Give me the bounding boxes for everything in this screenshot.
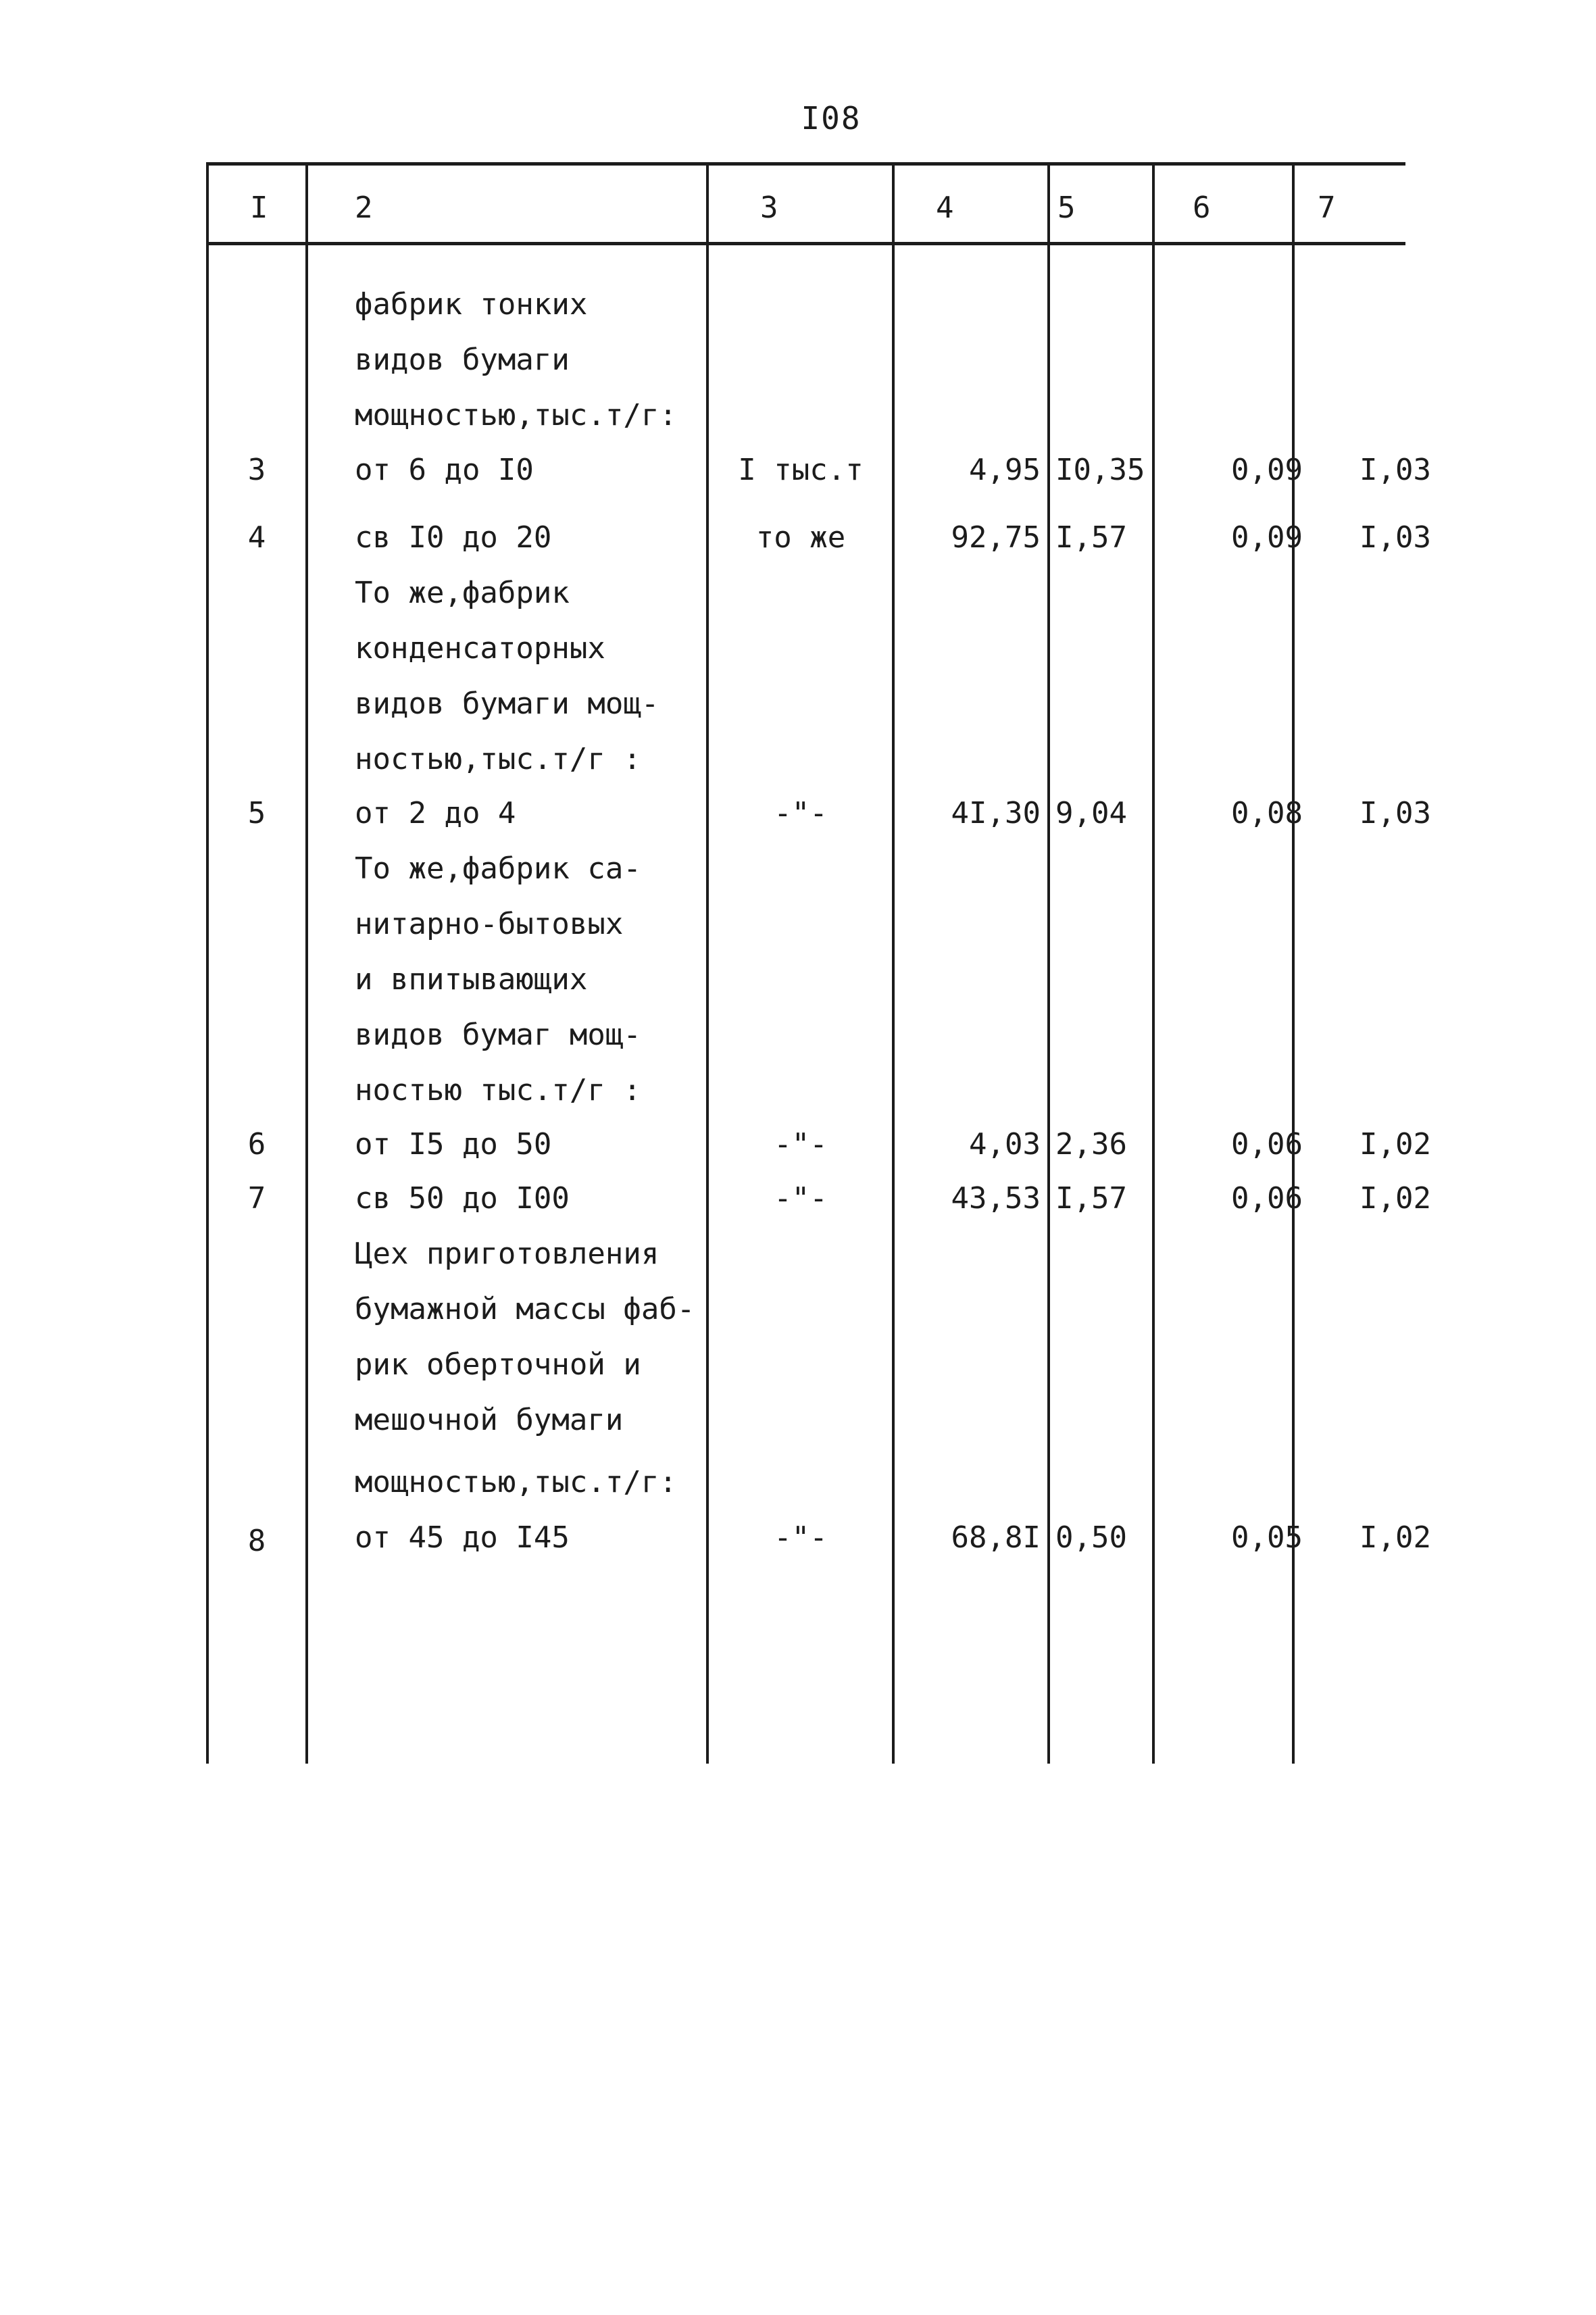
row-value-col5: I,57 [1055,1181,1127,1216]
row-number: 4 [247,520,266,555]
row-value-col4: 4I,30 [951,796,1041,830]
row-description-line: Цех приготовления [355,1237,659,1271]
row-description-line: То же,фабрик са- [355,851,641,886]
row-number: 6 [247,1127,266,1162]
row-description-line: видов бумаг мощ- [355,1018,641,1052]
row-value-col7: I,02 [1360,1127,1431,1162]
row-description-line: мощностью,тыс.т/г: [355,398,677,432]
column-rule [892,162,895,1764]
header-cell: I [250,191,268,225]
header-cell: 4 [936,191,954,225]
header-bottom-rule [206,242,1405,245]
row-description-line: ностью тыс.т/г : [355,1073,641,1107]
row-description-line: от I5 до 50 [355,1127,552,1162]
row-description-line: нитарно-бытовых [355,907,624,941]
row-value-col4: 4,03 [969,1127,1041,1162]
row-description-line: мешочной бумаги [355,1403,624,1437]
row-unit: I тыс.т [738,453,864,487]
row-value-col5: 0,50 [1055,1520,1127,1555]
row-description-line: ностью,тыс.т/г : [355,742,641,776]
row-value-col5: I0,35 [1055,453,1145,487]
row-unit: -"- [774,796,828,830]
row-description-line: мощностью,тыс.т/г: [355,1465,677,1499]
row-number: 5 [247,796,266,830]
column-rule [706,162,709,1764]
row-value-col4: 4,95 [969,453,1041,487]
row-value-col4: 43,53 [951,1181,1041,1216]
row-description-line: бумажной массы фаб- [355,1292,695,1326]
row-unit: -"- [774,1127,828,1162]
row-value-col7: I,02 [1360,1520,1431,1555]
row-value-col7: I,03 [1360,796,1431,830]
row-value-col4: 68,8I [951,1520,1041,1555]
page-number: I08 [801,100,862,136]
row-value-col4: 92,75 [951,520,1041,555]
row-value-col7: I,03 [1360,520,1431,555]
row-value-col7: I,02 [1360,1181,1431,1216]
row-description-line: видов бумаги мощ- [355,687,659,721]
row-description-line: от 6 до I0 [355,453,534,487]
row-unit: -"- [774,1181,828,1216]
row-number: 8 [247,1524,266,1558]
row-value-col6: 0,05 [1231,1520,1303,1555]
row-value-col5: 9,04 [1055,796,1127,830]
row-description-line: фабрик тонких [355,287,588,322]
row-description-line: и впитывающих [355,962,588,997]
header-top-rule [206,162,1405,166]
row-description-line: от 45 до I45 [355,1520,570,1555]
row-description-line: св 50 до I00 [355,1181,570,1216]
column-rule [1047,162,1050,1764]
row-description-line: видов бумаги [355,343,570,377]
row-description-line: св I0 до 20 [355,520,552,555]
row-unit: -"- [774,1520,828,1555]
header-cell: 2 [355,191,373,225]
row-number: 3 [247,453,266,487]
row-unit: то же [755,520,846,555]
row-description-line: конденсаторных [355,631,605,666]
row-description-line: То же,фабрик [355,576,570,610]
row-description-line: рик оберточной и [355,1347,641,1382]
header-cell: 7 [1318,191,1336,225]
row-value-col6: 0,09 [1231,453,1303,487]
row-value-col6: 0,08 [1231,796,1303,830]
row-value-col5: 2,36 [1055,1127,1127,1162]
row-number: 7 [247,1181,266,1216]
header-cell: 6 [1193,191,1211,225]
row-value-col6: 0,06 [1231,1181,1303,1216]
header-cell: 3 [760,191,778,225]
row-value-col6: 0,06 [1231,1127,1303,1162]
row-value-col7: I,03 [1360,453,1431,487]
row-description-line: от 2 до 4 [355,796,516,830]
row-value-col5: I,57 [1055,520,1127,555]
row-value-col6: 0,09 [1231,520,1303,555]
header-cell: 5 [1057,191,1076,225]
